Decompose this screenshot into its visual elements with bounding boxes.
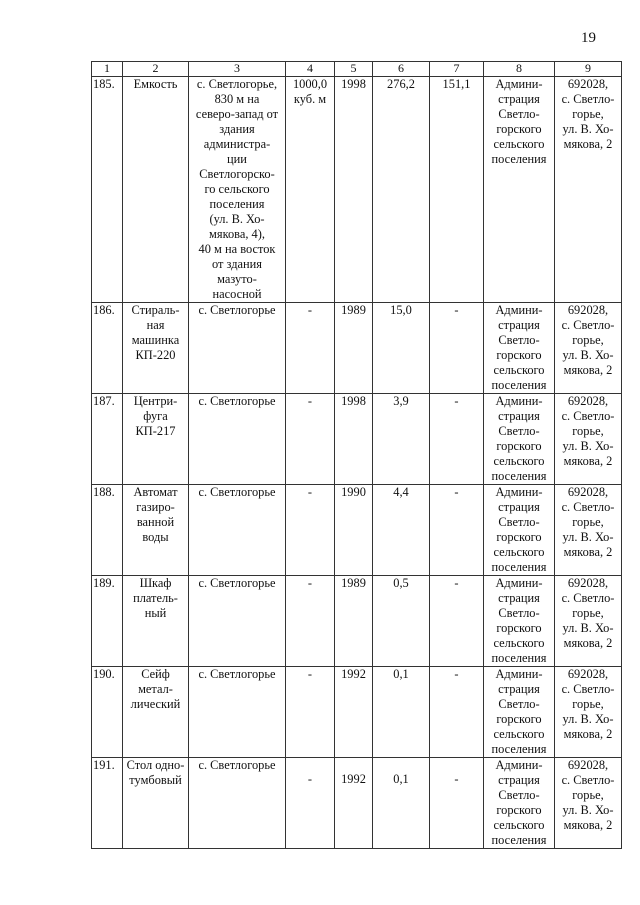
item-year: 1998 bbox=[335, 394, 373, 485]
column-header: 3 bbox=[189, 62, 286, 77]
property-registry-table bbox=[91, 61, 622, 849]
item-cost: 4,4 bbox=[373, 485, 430, 576]
item-location: с. Светлогорье bbox=[189, 667, 286, 758]
table-row bbox=[92, 77, 622, 303]
row-number: 186. bbox=[92, 303, 123, 394]
row-number: 191. bbox=[92, 758, 123, 849]
item-location: с. Светлогорье bbox=[189, 303, 286, 394]
item-cost: 0,1 bbox=[373, 758, 430, 849]
item-cost: 0,1 bbox=[373, 667, 430, 758]
item-address: 692028, с. Светло- горье, ул. В. Хо- мякова, 2 bbox=[555, 394, 622, 485]
column-header: 7 bbox=[430, 62, 484, 77]
item-residual-value: - bbox=[430, 303, 484, 394]
item-year: 1992 bbox=[335, 758, 373, 849]
table-row bbox=[92, 303, 622, 394]
item-residual-value: 151,1 bbox=[430, 77, 484, 303]
row-number: 187. bbox=[92, 394, 123, 485]
column-header: 2 bbox=[123, 62, 189, 77]
column-header: 8 bbox=[484, 62, 555, 77]
item-address: 692028, с. Светло- горье, ул. В. Хо- мякова, 2 bbox=[555, 485, 622, 576]
item-name: Стираль- ная машинка КП-220 bbox=[123, 303, 189, 394]
item-residual-value: - bbox=[430, 667, 484, 758]
item-holder: Админи- страция Светло- горского сельского поселения bbox=[484, 485, 555, 576]
table-row bbox=[92, 576, 622, 667]
row-number: 190. bbox=[92, 667, 123, 758]
item-location: с. Светлогорье, 830 м на северо-запад от здания администра- ции Светлогорско- го сельского поселения (ул. В. Хо- мякова, 4), 40 м на восток от здания мазуто- насосной bbox=[189, 77, 286, 303]
item-location: с. Светлогорье bbox=[189, 485, 286, 576]
table-header-row bbox=[92, 62, 622, 77]
item-size: - bbox=[286, 758, 335, 849]
column-header: 4 bbox=[286, 62, 335, 77]
item-name: Автомат газиро- ванной воды bbox=[123, 485, 189, 576]
item-cost: 3,9 bbox=[373, 394, 430, 485]
item-address: 692028, с. Светло- горье, ул. В. Хо- мякова, 2 bbox=[555, 667, 622, 758]
item-name: Сейф метал- лический bbox=[123, 667, 189, 758]
table-row bbox=[92, 667, 622, 758]
item-holder: Админи- страция Светло- горского сельского поселения bbox=[484, 667, 555, 758]
page-number: 19 bbox=[581, 30, 596, 46]
column-header: 6 bbox=[373, 62, 430, 77]
item-location: с. Светлогорье bbox=[189, 758, 286, 849]
item-address: 692028, с. Светло- горье, ул. В. Хо- мякова, 2 bbox=[555, 758, 622, 849]
item-cost: 276,2 bbox=[373, 77, 430, 303]
item-cost: 15,0 bbox=[373, 303, 430, 394]
item-year: 1989 bbox=[335, 303, 373, 394]
column-header: 1 bbox=[92, 62, 123, 77]
item-year: 1990 bbox=[335, 485, 373, 576]
item-holder: Админи- страция Светло- горского сельского поселения bbox=[484, 394, 555, 485]
item-size: 1000,0 куб. м bbox=[286, 77, 335, 303]
item-residual-value: - bbox=[430, 758, 484, 849]
item-residual-value: - bbox=[430, 576, 484, 667]
item-year: 1998 bbox=[335, 77, 373, 303]
item-location: с. Светлогорье bbox=[189, 394, 286, 485]
item-size: - bbox=[286, 485, 335, 576]
item-residual-value: - bbox=[430, 394, 484, 485]
item-address: 692028, с. Светло- горье, ул. В. Хо- мякова, 2 bbox=[555, 77, 622, 303]
row-number: 188. bbox=[92, 485, 123, 576]
row-number: 185. bbox=[92, 77, 123, 303]
table-row bbox=[92, 758, 622, 849]
item-size: - bbox=[286, 394, 335, 485]
item-name: Емкость bbox=[123, 77, 189, 303]
item-holder: Админи- страция Светло- горского сельского поселения bbox=[484, 77, 555, 303]
item-address: 692028, с. Светло- горье, ул. В. Хо- мякова, 2 bbox=[555, 303, 622, 394]
item-size: - bbox=[286, 667, 335, 758]
item-size: - bbox=[286, 576, 335, 667]
item-location: с. Светлогорье bbox=[189, 576, 286, 667]
table-row bbox=[92, 394, 622, 485]
item-size: - bbox=[286, 303, 335, 394]
item-holder: Админи- страция Светло- горского сельского поселения bbox=[484, 576, 555, 667]
item-holder: Админи- страция Светло- горского сельского поселения bbox=[484, 758, 555, 849]
column-header: 5 bbox=[335, 62, 373, 77]
table-row bbox=[92, 485, 622, 576]
item-year: 1992 bbox=[335, 667, 373, 758]
item-holder: Админи- страция Светло- горского сельского поселения bbox=[484, 303, 555, 394]
item-name: Стол одно- тумбовый bbox=[123, 758, 189, 849]
item-cost: 0,5 bbox=[373, 576, 430, 667]
column-header: 9 bbox=[555, 62, 622, 77]
item-name: Шкаф платель- ный bbox=[123, 576, 189, 667]
item-address: 692028, с. Светло- горье, ул. В. Хо- мякова, 2 bbox=[555, 576, 622, 667]
item-name: Центри- фуга КП-217 bbox=[123, 394, 189, 485]
item-residual-value: - bbox=[430, 485, 484, 576]
item-year: 1989 bbox=[335, 576, 373, 667]
row-number: 189. bbox=[92, 576, 123, 667]
